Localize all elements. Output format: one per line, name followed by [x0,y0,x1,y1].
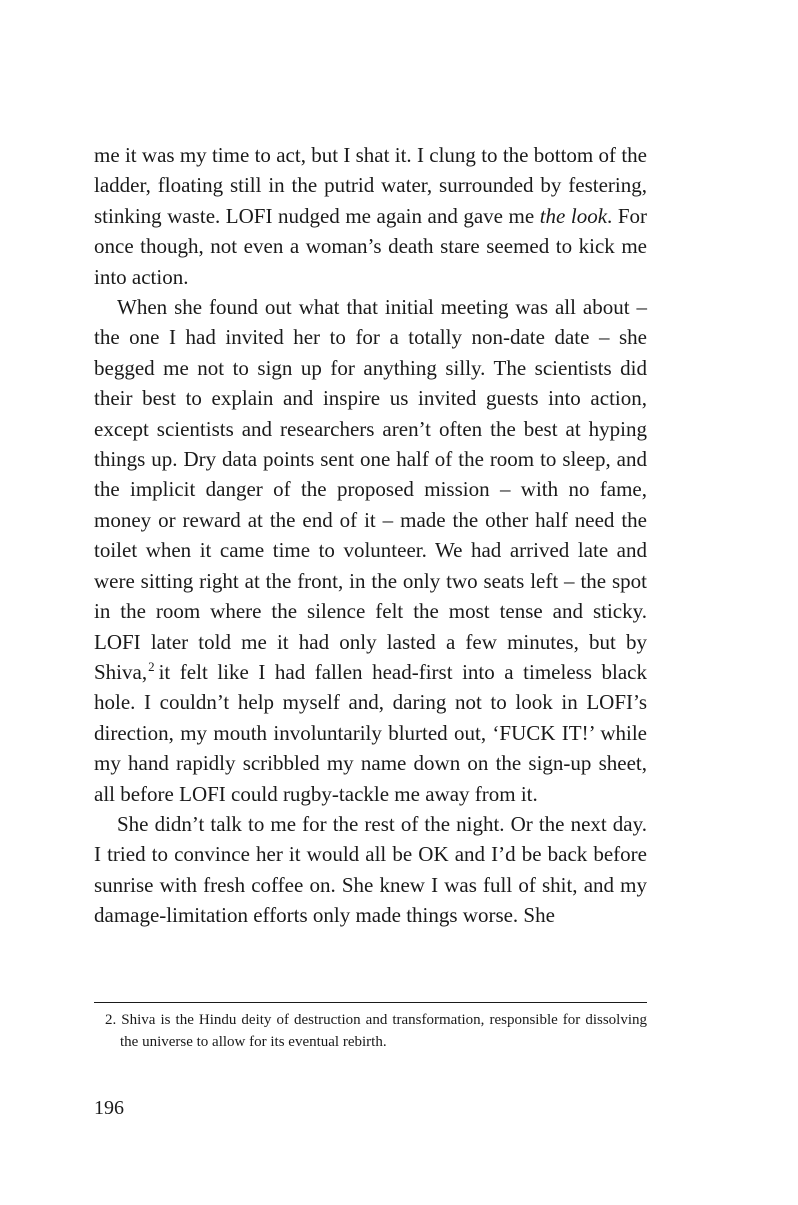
footnote-reference[interactable]: 2 [148,658,155,674]
paragraph-2-text-end: it felt like I had fallen head-first into a timeless black hole. I couldn’t help myself and, daring not to look in LOFI’s direction, my mouth involuntarily blurted out, ‘FUCK IT!’ while my hand rapidly scribbled my name down on the sign-up sheet, all before LOFI could rugby-tackle me away from it. [94,659,647,806]
footnote [94,1009,647,1053]
paragraph-1-emphasis: the look [539,203,608,228]
footnote-marker: 2. [105,1012,117,1028]
paragraph-2 [94,292,647,809]
paragraph-2-text-start: When she found out what that initial meeting was all about – the one I had invited her to for a totally non-date date – she begged me not to sign up for anything silly. The scientists did their best to explain and inspire us invited guests into action, except scientists and researchers aren’t often the best at hyping things up. Dry data points sent one half of the room to sleep, and the implicit danger of the proposed mission – with no fame, money or reward at the end of it – made the other half need the toilet when it came time to volunteer. We had arrived late and were sitting right at the front, in the only two seats left – the spot in the room where the silence felt the most tense and sticky. LOFI later told me it had only lasted a few minutes, but by Shiva, [94,295,647,684]
paragraph-3: She didn’t talk to me for the rest of the night. Or the next day. I tried to convince her it would all be OK and I’d be back before sunrise with fresh coffee on. She knew I was full of shit, and my damage-limitation efforts only made things worse. She [94,811,647,928]
paragraph-1-text-start: me it was my time to act, but I shat it. I clung to the bottom of the ladder, floating still in the putrid water, surrounded by festering, stinking waste. LOFI nudged me again and gave me [94,143,647,228]
body-text [94,140,647,931]
paragraph-1-text-end: . For once though, not even a woman’s death stare seemed to kick me into action. [94,203,647,289]
footnote-divider [94,1002,647,1003]
page-number: 196 [94,1097,124,1119]
paragraph-1 [94,140,647,292]
footnote-text: Shiva is the Hindu deity of destruction and transformation, responsible for dissolving the universe to allow for its eventual rebirth. [120,1012,648,1050]
